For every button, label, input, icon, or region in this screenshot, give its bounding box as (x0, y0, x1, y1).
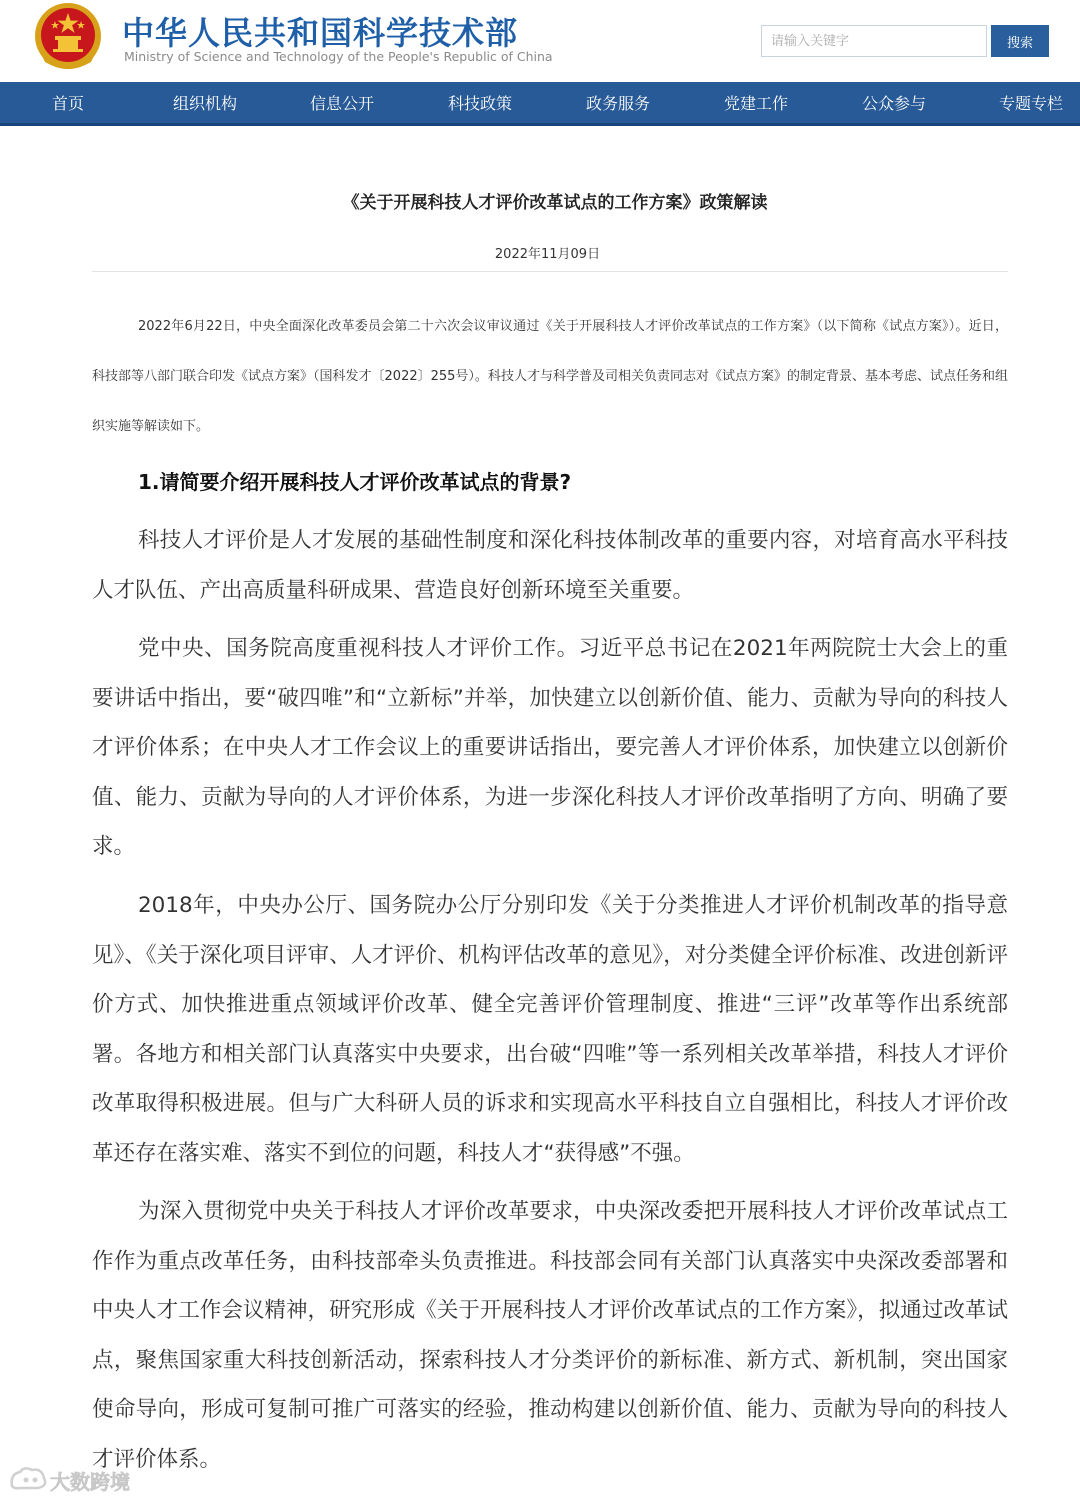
nav-item-public-participation[interactable]: 公众参与 (862, 94, 927, 113)
site-header (0, 0, 1080, 82)
search-box (761, 25, 987, 57)
watermark-text: 大数跨境 (50, 1470, 130, 1494)
nav-item-policy[interactable]: 科技政策 (448, 94, 513, 113)
national-emblem-icon[interactable] (33, 2, 103, 72)
watermark-logo-icon (8, 1464, 50, 1494)
nav-item-special-topics[interactable]: 专题专栏 (999, 94, 1064, 113)
article-paragraph: 科技人才评价是人才发展的基础性制度和深化科技体制改革的重要内容，对培育高水平科技人才队伍、产出高质量科研成果、营造良好创新环境至关重要。 (92, 528, 1008, 603)
nav-item-organization[interactable]: 组织机构 (173, 94, 238, 113)
main-nav (0, 82, 1080, 126)
article-paragraph: 党中央、国务院高度重视科技人才评价工作。习近平总书记在2021年两院院士大会上的重要讲话中指出，要“破四唯”和“立新标”并举，加快建立以创新价值、能力、贡献为导向的科技人才评价体系；在中央人才工作会议上的重要讲话指出，要完善人才评价体系，加快建立以创新价值、能力、贡献为导向的人才评价体系，为进一步深化科技人才评价改革指明了方向、明确了要求。 (92, 636, 1008, 859)
search-button[interactable]: 搜索 (991, 25, 1049, 57)
article-date: 2022年11月09日 (494, 247, 601, 262)
nav-item-services[interactable]: 政务服务 (586, 94, 651, 113)
article-title: 《关于开展科技人才评价改革试点的工作方案》政策解读 (342, 193, 768, 213)
site-title[interactable]: 中华人民共和国科学技术部 (122, 14, 519, 52)
nav-item-party-building[interactable]: 党建工作 (724, 94, 789, 113)
section-heading: 1.请简要介绍开展科技人才评价改革试点的背景? (138, 470, 572, 494)
nav-item-home[interactable]: 首页 (52, 94, 85, 113)
nav-item-info-disclosure[interactable]: 信息公开 (310, 94, 375, 113)
article-paragraph: 2018年，中央办公厅、国务院办公厅分别印发《关于分类推进人才评价机制改革的指导意见》、《关于深化项目评审、人才评价、机构评估改革的意见》，对分类健全评价标准、改进创新评价方式、加快推进重点领域评价改革、健全完善评价管理制度、推进“三评”改革等作出系统部署。各地方和相关部门认真落实中央要求，出台破“四唯”等一系列相关改革举措，科技人才评价改革取得积极进展。但与广大科研人员的诉求和实现高水平科技自立自强相比，科技人才评价改革还存在落实难、落实不到位的问题，科技人才“获得感”不强。 (92, 893, 1008, 1166)
search-input[interactable] (762, 26, 986, 56)
article-paragraph: 为深入贯彻党中央关于科技人才评价改革要求，中央深改委把开展科技人才评价改革试点工作作为重点改革任务，由科技部牵头负责推进。科技部会同有关部门认真落实中央深改委部署和中央人才工作会议精神，研究形成《关于开展科技人才评价改革试点的工作方案》，拟通过改革试点，聚焦国家重大科技创新活动，探索科技人才分类评价的新标准、新方式、新机制，突出国家使命导向，形成可复制可推广可落实的经验，推动构建以创新价值、能力、贡献为导向的科技人才评价体系。 (92, 1199, 1008, 1472)
title-divider (92, 271, 1008, 272)
site-subtitle: Ministry of Science and Technology of the People's Republic of China (124, 49, 553, 64)
article-intro: 2022年6月22日，中央全面深化改革委员会第二十六次会议审议通过《关于开展科技人才评价改革试点的工作方案》（以下简称《试点方案》）。近日，科技部等八部门联合印发《试点方案》（国科发才〔2022〕255号）。科技人才与科学普及司相关负责同志对《试点方案》的制定背景、基本考虑、试点任务和组织实施等解读如下。 (92, 319, 1008, 434)
